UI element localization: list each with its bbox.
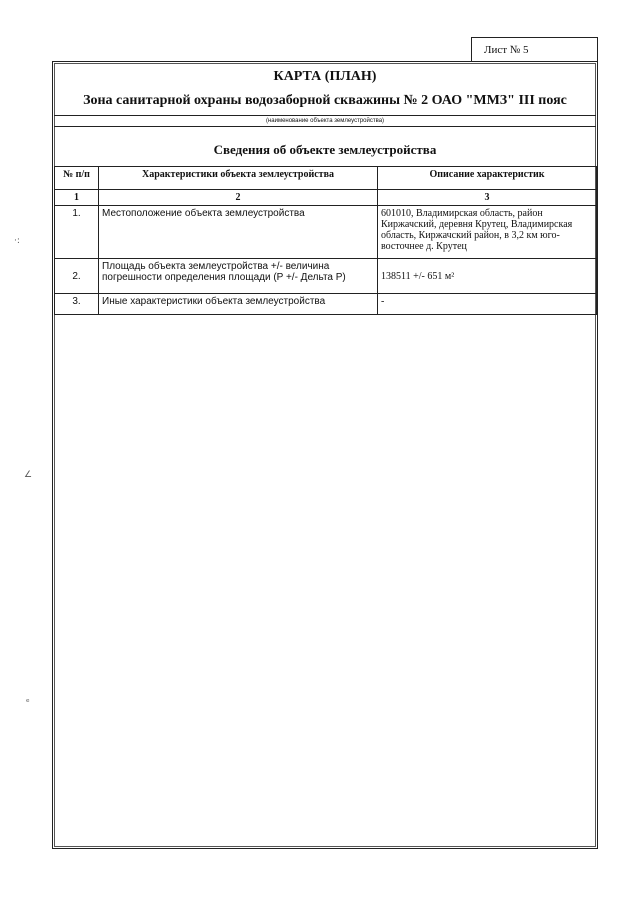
table-row [55, 206, 597, 259]
table-row [55, 294, 597, 315]
object-info-table [54, 166, 597, 315]
characteristic-value: 601010, Владимирская область, район Киржачский, деревня Крутец, Владимирская область, Киржачский район, в 3,2 км юго-восточнее д. Крутец [378, 206, 597, 259]
characteristic-name: Местоположение объекта землеустройства [99, 206, 378, 259]
document-subtitle: Зона санитарной охраны водозаборной скважины № 2 ОАО "ММЗ" III пояс [83, 93, 567, 108]
header-cell-description: Описание характеристик [378, 167, 597, 190]
row-number: 1. [55, 206, 99, 259]
column-number: 2 [99, 190, 378, 206]
scan-mark: ·: [14, 236, 20, 246]
column-number-row [55, 190, 597, 206]
characteristic-value: - [378, 294, 597, 315]
sheet-number: Лист № 5 [484, 44, 529, 56]
column-number: 3 [378, 190, 597, 206]
characteristic-value: 138511 +/- 651 м² [378, 259, 597, 294]
header-cell-number: № п/п [55, 167, 99, 190]
column-number: 1 [55, 190, 99, 206]
header-cell-characteristic: Характеристики объекта землеустройства [99, 167, 378, 190]
scan-mark: ∠ [24, 470, 33, 480]
sheet-number-box [471, 37, 598, 61]
row-number: 3. [55, 294, 99, 315]
characteristic-name: Площадь объекта землеустройства +/- величина погрешности определения площади (P +/- Дельта P) [99, 259, 378, 294]
object-name-caption: (наименование объекта землеустройства) [54, 115, 596, 127]
characteristic-name: Иные характеристики объекта землеустройства [99, 294, 378, 315]
section-title: Сведения об объекте землеустройства [213, 142, 437, 157]
document-title: КАРТА (ПЛАН) [273, 69, 377, 84]
table-row [55, 259, 597, 294]
row-number: 2. [55, 259, 99, 294]
scan-mark: ᵉ [26, 698, 30, 708]
table-header-row [55, 167, 597, 190]
